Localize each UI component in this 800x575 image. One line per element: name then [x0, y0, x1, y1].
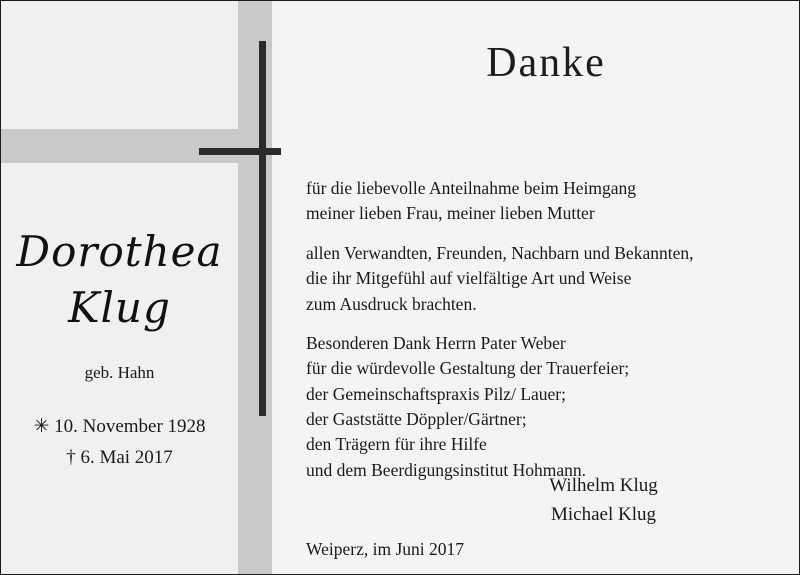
text-line: den Trägern für ihre Hilfe — [306, 434, 487, 455]
death-date: † 6. Mai 2017 — [66, 447, 173, 469]
deceased-dates — [1, 411, 238, 474]
decorative-vertical-band — [238, 1, 272, 575]
text-line: die ihr Mitgefühl auf vielfältige Art und Weise — [306, 268, 632, 289]
cross-icon-vertical-bar — [259, 41, 266, 416]
signature-line: Michael Klug — [550, 504, 656, 526]
text-line: für die würdevolle Gestaltung der Trauerfeier; — [306, 358, 630, 379]
paragraph-intro — [306, 176, 776, 227]
cross-icon-horizontal-bar — [199, 148, 281, 155]
text-line: der Gaststätte Döppler/Gärtner; — [306, 409, 527, 429]
deceased-maiden-name: geb. Hahn — [84, 363, 155, 382]
paragraph-relatives — [306, 241, 776, 317]
text-line: für die liebevolle Anteilnahme beim Heimgang — [306, 178, 636, 198]
text-line: allen Verwandten, Freunden, Nachbarn und Bekannten, — [306, 242, 694, 263]
deceased-last-name: Klug — [68, 283, 171, 332]
text-line: der Gemeinschaftspraxis Pilz/ Lauer; — [306, 383, 566, 404]
text-line: und dem Beerdigungsinstitut Hohmann. — [306, 459, 586, 480]
birth-date: ✳ 10. November 1928 — [33, 416, 206, 437]
deceased-first-name: Dorothea — [16, 227, 223, 276]
paragraph-special-thanks — [306, 331, 776, 483]
thank-you-text — [306, 176, 776, 501]
place-and-date: Weiperz, im Juni 2017 — [306, 539, 465, 559]
page-title: Danke — [486, 40, 606, 86]
signatures — [431, 471, 776, 530]
deceased-block — [1, 227, 238, 474]
text-line: Besonderen Dank Herrn Pater Weber — [306, 332, 566, 353]
text-line: zum Ausdruck brachten. — [306, 293, 477, 314]
text-line: meiner lieben Frau, meiner lieben Mutter — [306, 203, 595, 224]
signature-line: Wilhelm Klug — [549, 475, 658, 496]
